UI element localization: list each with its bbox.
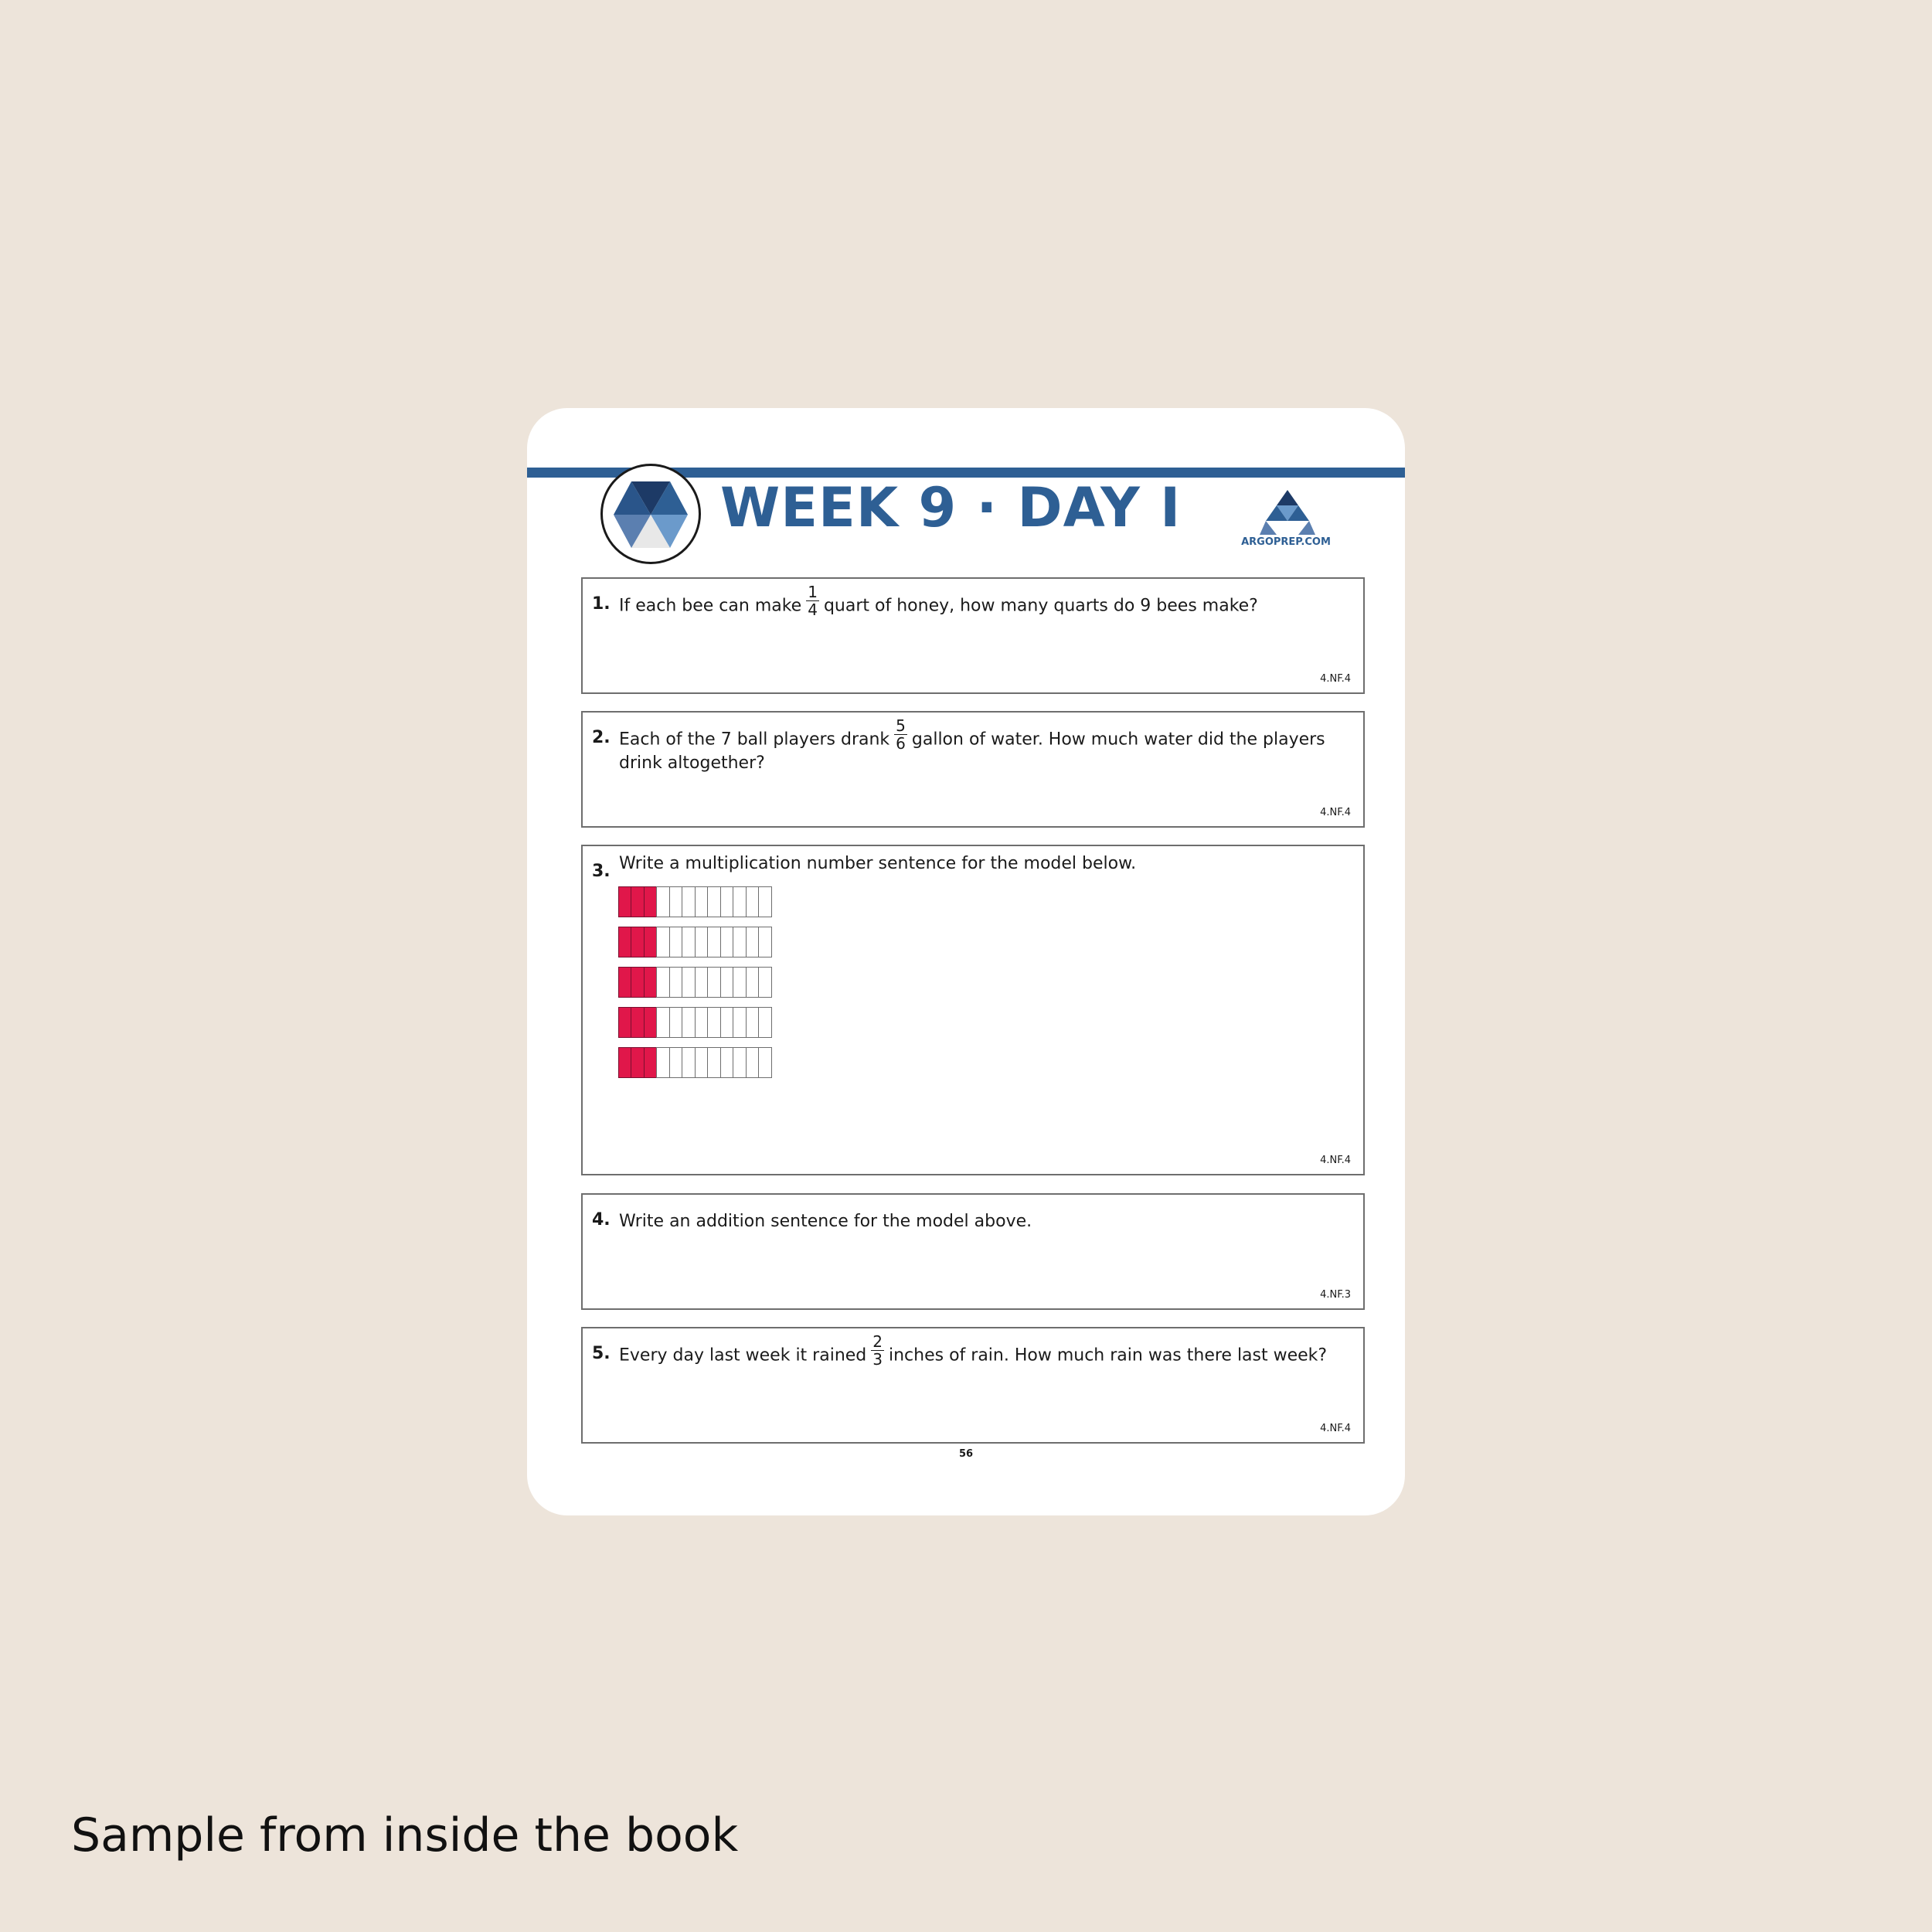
question-4 xyxy=(581,1193,1365,1310)
empty-cell xyxy=(733,1007,747,1038)
empty-cell xyxy=(707,886,721,917)
empty-cell xyxy=(758,1047,772,1078)
empty-cell xyxy=(695,886,709,917)
empty-cell xyxy=(669,967,683,998)
empty-cell xyxy=(695,1007,709,1038)
question-number: 5. xyxy=(592,1344,611,1363)
shaded-cell xyxy=(631,967,645,998)
standard-code: 4.NF.4 xyxy=(1320,807,1351,818)
model-row xyxy=(619,927,772,957)
empty-cell xyxy=(707,927,721,957)
hexagon-logo-icon xyxy=(600,464,701,564)
empty-cell xyxy=(656,886,670,917)
empty-cell xyxy=(656,1007,670,1038)
shaded-cell xyxy=(618,1047,632,1078)
empty-cell xyxy=(746,967,760,998)
empty-cell xyxy=(707,1047,721,1078)
page-number: 56 xyxy=(958,1448,974,1460)
empty-cell xyxy=(695,967,709,998)
shaded-cell xyxy=(618,967,632,998)
shaded-cell xyxy=(618,1007,632,1038)
question-3 xyxy=(581,845,1365,1175)
empty-cell xyxy=(720,927,734,957)
shaded-cell xyxy=(631,1007,645,1038)
page-title: WEEK 9 · DAY I xyxy=(720,476,1182,539)
empty-cell xyxy=(682,886,696,917)
question-number: 3. xyxy=(592,862,611,881)
empty-cell xyxy=(746,1007,760,1038)
empty-cell xyxy=(682,1007,696,1038)
worksheet-page xyxy=(527,408,1405,1515)
shaded-cell xyxy=(644,886,658,917)
empty-cell xyxy=(682,927,696,957)
empty-cell xyxy=(758,967,772,998)
empty-cell xyxy=(669,1047,683,1078)
empty-cell xyxy=(746,927,760,957)
shaded-cell xyxy=(631,886,645,917)
empty-cell xyxy=(733,927,747,957)
empty-cell xyxy=(746,1047,760,1078)
shaded-cell xyxy=(631,927,645,957)
model-row xyxy=(619,967,772,998)
empty-cell xyxy=(669,886,683,917)
caption: Sample from inside the book xyxy=(71,1808,739,1862)
question-number: 1. xyxy=(592,594,611,614)
empty-cell xyxy=(695,927,709,957)
empty-cell xyxy=(733,967,747,998)
standard-code: 4.NF.3 xyxy=(1320,1289,1351,1301)
standard-code: 4.NF.4 xyxy=(1320,673,1351,685)
question-text: If each bee can make $\frac{1}{4}$ quart of honey, how many quarts do 9 bees make? xyxy=(619,583,1258,619)
empty-cell xyxy=(720,1007,734,1038)
empty-cell xyxy=(758,927,772,957)
model-row xyxy=(619,886,772,917)
empty-cell xyxy=(746,886,760,917)
question-text: Write a multiplication number sentence for the model below. xyxy=(619,854,1137,873)
model-row xyxy=(619,1007,772,1038)
shaded-cell xyxy=(618,886,632,917)
empty-cell xyxy=(720,967,734,998)
empty-cell xyxy=(669,927,683,957)
brand-name: ARGOPREP.COM xyxy=(1241,536,1331,548)
empty-cell xyxy=(758,886,772,917)
argoprep-logo-icon xyxy=(1260,490,1315,535)
empty-cell xyxy=(669,1007,683,1038)
fraction: $\frac{5}{6}$ xyxy=(896,716,906,753)
empty-cell xyxy=(656,967,670,998)
empty-cell xyxy=(733,886,747,917)
question-5 xyxy=(581,1327,1365,1444)
shaded-cell xyxy=(644,927,658,957)
question-1 xyxy=(581,577,1365,694)
fraction: $\frac{1}{4}$ xyxy=(808,583,818,619)
standard-code: 4.NF.4 xyxy=(1320,1155,1351,1166)
empty-cell xyxy=(695,1047,709,1078)
question-text: Every day last week it rained $\frac{2}{3}$ inches of rain. How much rain was there last week? xyxy=(619,1332,1328,1369)
empty-cell xyxy=(682,1047,696,1078)
shaded-cell xyxy=(618,927,632,957)
empty-cell xyxy=(720,886,734,917)
empty-cell xyxy=(656,927,670,957)
model-row xyxy=(619,1047,772,1078)
question-2 xyxy=(581,711,1365,828)
question-text: Each of the 7 ball players drank $\frac{5}{6}$ gallon of water. How much water did the players drink altogether? xyxy=(619,716,1325,773)
question-number: 2. xyxy=(592,728,611,747)
shaded-cell xyxy=(644,1007,658,1038)
empty-cell xyxy=(733,1047,747,1078)
fraction-model xyxy=(619,886,772,1087)
standard-code: 4.NF.4 xyxy=(1320,1423,1351,1434)
empty-cell xyxy=(707,1007,721,1038)
shaded-cell xyxy=(644,1047,658,1078)
fraction: $\frac{2}{3}$ xyxy=(872,1332,883,1369)
empty-cell xyxy=(758,1007,772,1038)
empty-cell xyxy=(707,967,721,998)
empty-cell xyxy=(656,1047,670,1078)
shaded-cell xyxy=(644,967,658,998)
question-number: 4. xyxy=(592,1210,611,1230)
empty-cell xyxy=(720,1047,734,1078)
question-text: Write an addition sentence for the model above. xyxy=(619,1212,1032,1231)
empty-cell xyxy=(682,967,696,998)
brand-logo xyxy=(1232,490,1332,548)
shaded-cell xyxy=(631,1047,645,1078)
